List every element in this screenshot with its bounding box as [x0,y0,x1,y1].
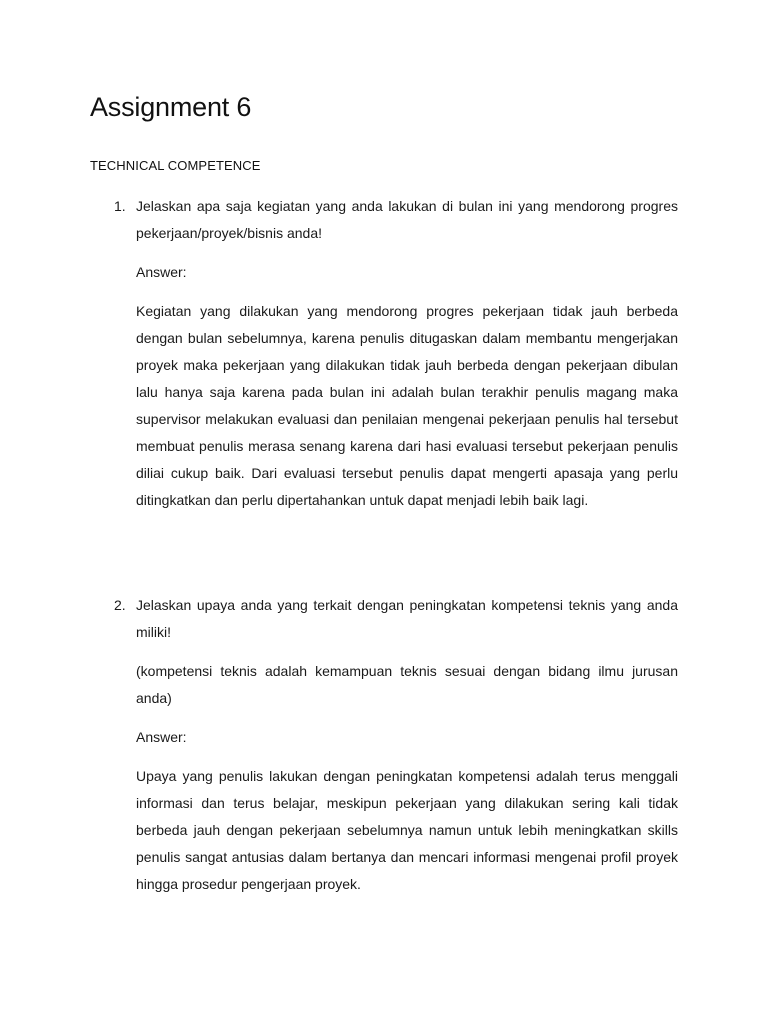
question-2 [114,592,678,898]
answer-label: Answer: [136,264,187,280]
question-note: (kompetensi teknis adalah kemampuan teknis sesuai dengan bidang ilmu jurusan anda) [136,663,678,706]
question-1 [114,193,678,514]
question-body [136,592,678,898]
answer-text: Upaya yang penulis lakukan dengan peningkatan kompetensi adalah terus menggali informasi dan terus belajar, meskipun pekerjaan yang dilakukan sering kali tidak berbeda jauh dengan pekerjaan sebelumnya namun untuk lebih meningkatkan skills penulis sangat antusias dalam bertanya dan mencari informasi mengenai profil proyek hingga prosedur pengerjaan proyek. [136,768,678,892]
answer-text: Kegiatan yang dilakukan yang mendorong progres pekerjaan tidak jauh berbeda dengan bulan sebelumnya, karena penulis ditugaskan dalam membantu mengerjakan proyek maka pekerjaan yang dilakukan tidak jauh berbeda dengan pekerjaan dibulan lalu hanya saja karena pada bulan ini adalah bulan terakhir penulis magang maka supervisor melakukan evaluasi dan penilaian mengenai pekerjaan penulis hal tersebut membuat penulis merasa senang karena dari hasi evaluasi tersebut pekerjaan penulis diliai cukup baik. Dari evaluasi tersebut penulis dapat mengerti apasaja yang perlu ditingkatkan dan perlu dipertahankan untuk dapat menjadi lebih baik lagi. [136,303,678,508]
question-number: 1. [114,198,126,214]
answer-label: Answer: [136,729,187,745]
question-number: 2. [114,597,126,613]
question-body [136,193,678,514]
question-text: Jelaskan apa saja kegiatan yang anda lakukan di bulan ini yang mendorong progres pekerjaan/proyek/bisnis anda! [136,198,678,241]
page-title: Assignment 6 [90,92,252,122]
question-text: Jelaskan upaya anda yang terkait dengan peningkatan kompetensi teknis yang anda miliki! [136,597,678,640]
section-heading: TECHNICAL COMPETENCE [90,158,261,173]
